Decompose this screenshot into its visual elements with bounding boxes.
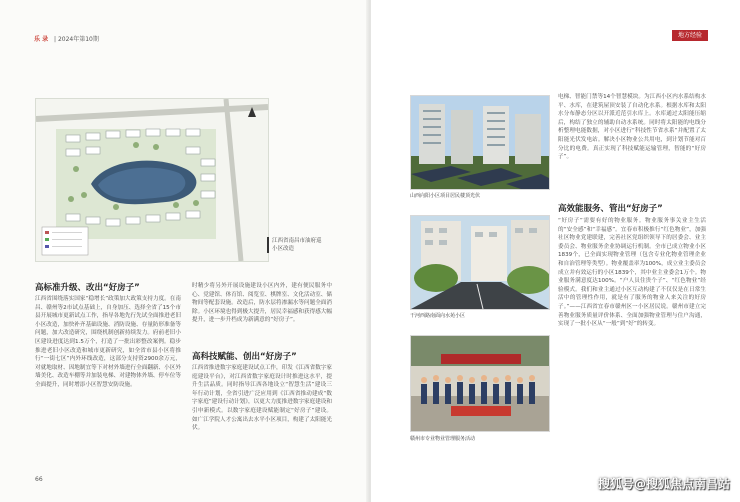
photo-solar-rooftops-drawing xyxy=(411,96,549,189)
section-heading-service: 高效能服务、管出“好房子” xyxy=(558,204,663,214)
site-plan-image xyxy=(35,98,269,262)
section-heading-tech: 高科技赋能、创出“好房子” xyxy=(192,352,297,362)
section-heading-upgrade: 高标准升级、改出“好房子” xyxy=(35,283,140,293)
issue-header xyxy=(34,34,99,43)
photo-solar-rooftops xyxy=(410,95,550,190)
left-column-1 xyxy=(35,295,181,473)
site-plan-caption-text: 江西省南昌市油府巡小区改造 xyxy=(272,238,322,252)
page-number: 66 xyxy=(35,476,43,483)
left-column-2-bottom xyxy=(192,364,332,474)
paragraph: 江西省推进数字家庭建设试点工作，印发《江西省数字家庭建设平台》，对江西省数字家庭设计时推进这水平，提升生活品质。同时指导江西各地设立“智慧生活”建设三年行动计划，全省引进广泛应用到《江西省推动建成“数字家庭”建设行动计划》，以更大力度推进数字家庭建设和引申新模式。以数字家庭建设赋能制定“好房子”建设。如广江学院人才公寓出去水平小区项目，构建了太阳能光伏。 xyxy=(192,365,332,432)
photo-community-event-drawing xyxy=(411,336,549,431)
photo-residential-street xyxy=(410,215,550,310)
right-page xyxy=(371,0,740,502)
source-watermark: 搜狐号@搜狐焦点南昌站 xyxy=(597,477,730,491)
photo-solar-caption: 山西向阳小区项目居民楼顶光伏 xyxy=(410,193,481,199)
paragraph: 电梯、智能门禁等14个智慧模块。为江西小区内水系结构水平、水库，在建筑屋顶安装了自动化水系。根据水库和太阳水分布静态分区以开派近范引水库上。水库通过太阳能压缩后，构结了独立的辅助自动水系统。同时将太阳能的电线分析整理电能数据，对小区进行“科技性节省水系”并配置了太阳能光伏发电站。解决小区物业公共用电，到计划节能对百分比的电费。真正实现了科技赋能运输管理，智能的“好房子”。 xyxy=(558,94,706,161)
right-column-bottom xyxy=(558,217,706,475)
paragraph: 江西省围绕落实国家“稳增长”政策加大政策支持力度。在南昌、赣州等2市试点基础上，自身加压、选择全省了15个市县开展城市更新试点工作，指导各地先行先试全面推进老旧小区改造，加快补齐基础设施、消防设施、存量防形准备等问题，加大改造研究，围绕机制创新持续发力。府前老旧小区建设进度达到1.5万个，打造了一批出彩整改案例。稳步推进老旧小区改造和城市更新研究，如全省市县小区将推行“一街七区”内外环线改造，这部分支持资2900余万元，对就地取材、因地制宜等下对材外墙进行全面翻新、小区外墙美化、改造车棚等并加装电梯、对建物体外墙、停车位等全面提升，同时增添小区智慧安防设施。 xyxy=(35,296,181,388)
issue-label: | 2024年第10期 xyxy=(54,36,99,43)
photo-community-event xyxy=(410,335,550,432)
left-column-2-top xyxy=(192,282,332,332)
site-plan-drawing xyxy=(36,99,268,261)
right-column-top xyxy=(558,93,706,189)
left-page xyxy=(0,0,369,502)
magazine-logo: 乐 录 xyxy=(34,36,49,43)
section-tag: 地方经验 xyxy=(672,30,708,41)
paragraph: 时精少将另外开展设施建设小区内外，建有便民服务中心、党建馆、体育馆、阅览室、棋牌室、文化活动室、储物间等配套设施。改造后，防水层将渗漏水等问题全面消除。小区环境也得到极大提升，居民幸福感和获得感大幅提升，进一步升档成为新满意的“好房子”。 xyxy=(192,283,332,324)
photo-event-caption: 赣州市专业物业管理服务活动 xyxy=(410,436,476,442)
caption-bar xyxy=(267,237,269,253)
photo-residential-street-drawing xyxy=(411,216,549,309)
paragraph: “好房子”需要有好的物业服务。物业服务事关业主生活的“安全感”和“幸福感”。宜春市积极推行“红色物业”，加强社区物业党建联建，完善社区党组织领导下的居委会、业主委员会、物业服务企业协调运行机制。全市已成立物业小区1839个，已全面实现物业管理（包含专业化物业管理企业和自治管理等类型）。物业覆盖率为100%，成立业主委员会成立并有效运行的小区1839个，其中业主业委会1万个。物业服务满意度达100%。“户人员住贵个子”、“红色物业”经验模式。我们和业主通过小区互动构建了不仅仅是在日常生活中的管理性作用，就是有了服务的物业人来关注的好房子。”——江西省宜春市赣州区一小区居民说。赣州市建立完善物业服务质量评价体系、全面加强物业管理与住户沟通，实现了一批小区从“一般”到“好”的转变。 xyxy=(558,218,706,328)
photo-street-caption: 干河西路南面向水苑小区 xyxy=(410,313,466,319)
site-plan-caption xyxy=(272,237,326,253)
